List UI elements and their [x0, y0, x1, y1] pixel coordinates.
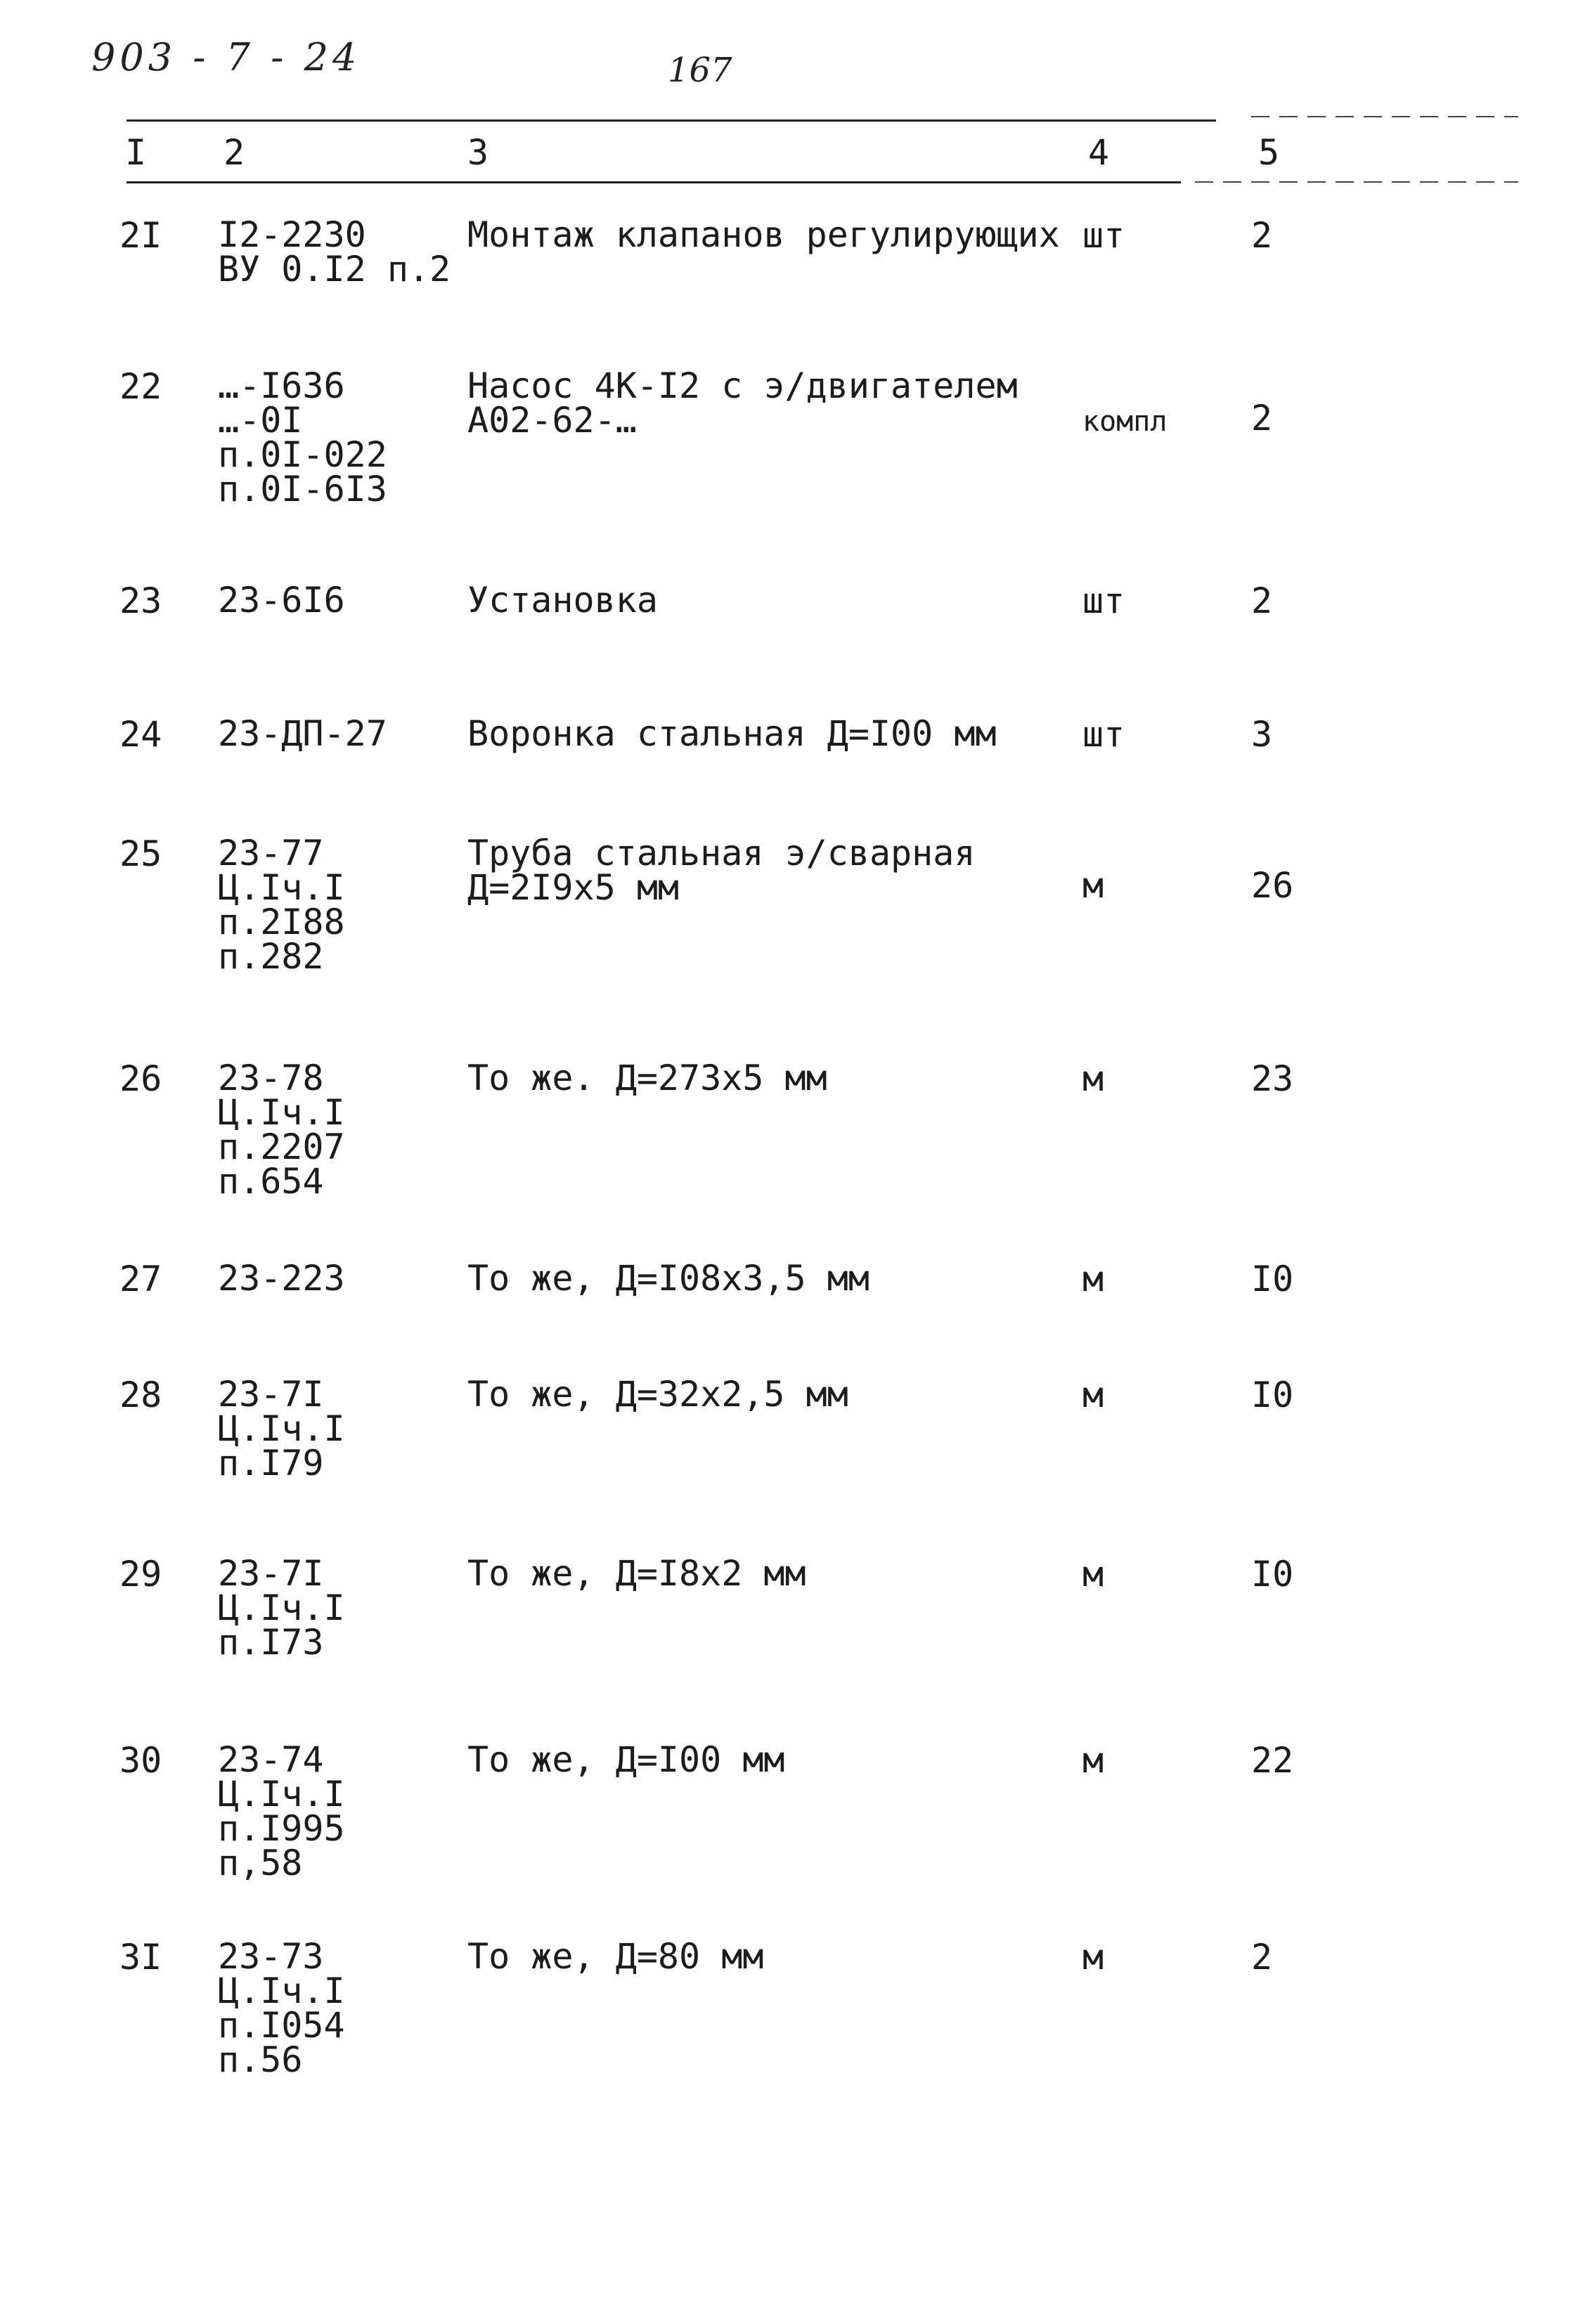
row-number: 27 — [119, 1259, 162, 1299]
row-number: 26 — [119, 1058, 162, 1099]
row-quantity: 2 — [1251, 1937, 1273, 1978]
row-quantity: 3 — [1251, 714, 1273, 755]
row-unit: шт — [1082, 580, 1125, 621]
row-number: 22 — [119, 366, 162, 407]
row-number: 23 — [119, 580, 162, 621]
top-rule — [127, 119, 1216, 122]
row-unit: м — [1082, 1058, 1104, 1099]
row-unit: шт — [1082, 714, 1125, 755]
row-unit: компл — [1082, 405, 1168, 438]
row-name: Труба стальная э/сварная Д=2I9х5 мм — [467, 833, 976, 908]
row-number: 29 — [119, 1554, 162, 1595]
row-number: 28 — [119, 1375, 162, 1415]
row-number: 30 — [119, 1740, 162, 1781]
row-quantity: 2 — [1251, 215, 1273, 256]
row-number: 25 — [119, 833, 162, 874]
row-unit: м — [1082, 1259, 1104, 1299]
row-name: Насос 4К-I2 с э/двигателем А02-62-… — [467, 365, 1018, 441]
row-name: То же, Д=32х2,5 мм — [467, 1374, 848, 1415]
row-unit: м — [1082, 1937, 1104, 1978]
column-header-2: 2 — [224, 132, 245, 173]
top-rule-right — [1251, 116, 1518, 117]
row-number: 24 — [119, 714, 162, 755]
row-reference: 23-73 Ц.Iч.I п.I054 п.56 — [218, 1936, 345, 2080]
column-header-3: 3 — [467, 132, 489, 173]
header-rule — [127, 181, 1181, 183]
row-reference: 23-223 — [218, 1258, 345, 1299]
row-unit: м — [1082, 1554, 1104, 1595]
row-quantity: 22 — [1251, 1740, 1294, 1781]
row-number: 3I — [119, 1937, 162, 1978]
row-reference: 23-78 Ц.Iч.I п.2207 п.654 — [218, 1058, 345, 1202]
row-name: Установка — [467, 580, 658, 621]
row-quantity: 26 — [1251, 865, 1294, 906]
row-unit: м — [1082, 865, 1104, 906]
column-header-1: I — [125, 132, 147, 173]
row-quantity: 2 — [1251, 580, 1273, 621]
row-name: То же, Д=80 мм — [467, 1936, 764, 1977]
row-name: То же, Д=I8х2 мм — [467, 1553, 806, 1594]
row-reference: I2-2230 ВУ 0.I2 п.2 — [218, 214, 451, 290]
row-reference: …-I636 …-0I п.0I-022 п.0I-6I3 — [218, 365, 387, 509]
row-name: То же. Д=273х5 мм — [467, 1058, 827, 1098]
document-code: 903 - 7 - 24 — [91, 35, 361, 79]
row-unit: м — [1082, 1375, 1104, 1415]
row-reference: 23-6I6 — [218, 580, 345, 621]
row-quantity: 23 — [1251, 1058, 1294, 1099]
row-quantity: I0 — [1251, 1554, 1294, 1595]
row-number: 2I — [119, 215, 162, 256]
row-reference: 23-77 Ц.Iч.I п.2I88 п.282 — [218, 833, 345, 977]
row-reference: 23-74 Ц.Iч.I п.I995 п,58 — [218, 1739, 345, 1883]
row-reference: 23-7I Ц.Iч.I п.I79 — [218, 1374, 345, 1484]
column-header-4: 4 — [1088, 132, 1110, 173]
row-unit: шт — [1082, 215, 1125, 256]
row-name: Монтаж клапанов регулирующих — [467, 214, 1060, 255]
header-rule-right — [1195, 181, 1518, 183]
row-unit: м — [1082, 1740, 1104, 1781]
row-reference: 23-ДП-27 — [218, 713, 387, 754]
row-name: То же, Д=I00 мм — [467, 1739, 785, 1780]
row-reference: 23-7I Ц.Iч.I п.I73 — [218, 1553, 345, 1663]
row-name: Воронка стальная Д=I00 мм — [467, 713, 997, 754]
row-quantity: I0 — [1251, 1375, 1294, 1415]
page-number: 167 — [668, 51, 732, 90]
row-name: То же, Д=I08х3,5 мм — [467, 1258, 869, 1299]
column-header-5: 5 — [1258, 132, 1280, 173]
row-quantity: I0 — [1251, 1259, 1294, 1299]
row-quantity: 2 — [1251, 398, 1273, 439]
